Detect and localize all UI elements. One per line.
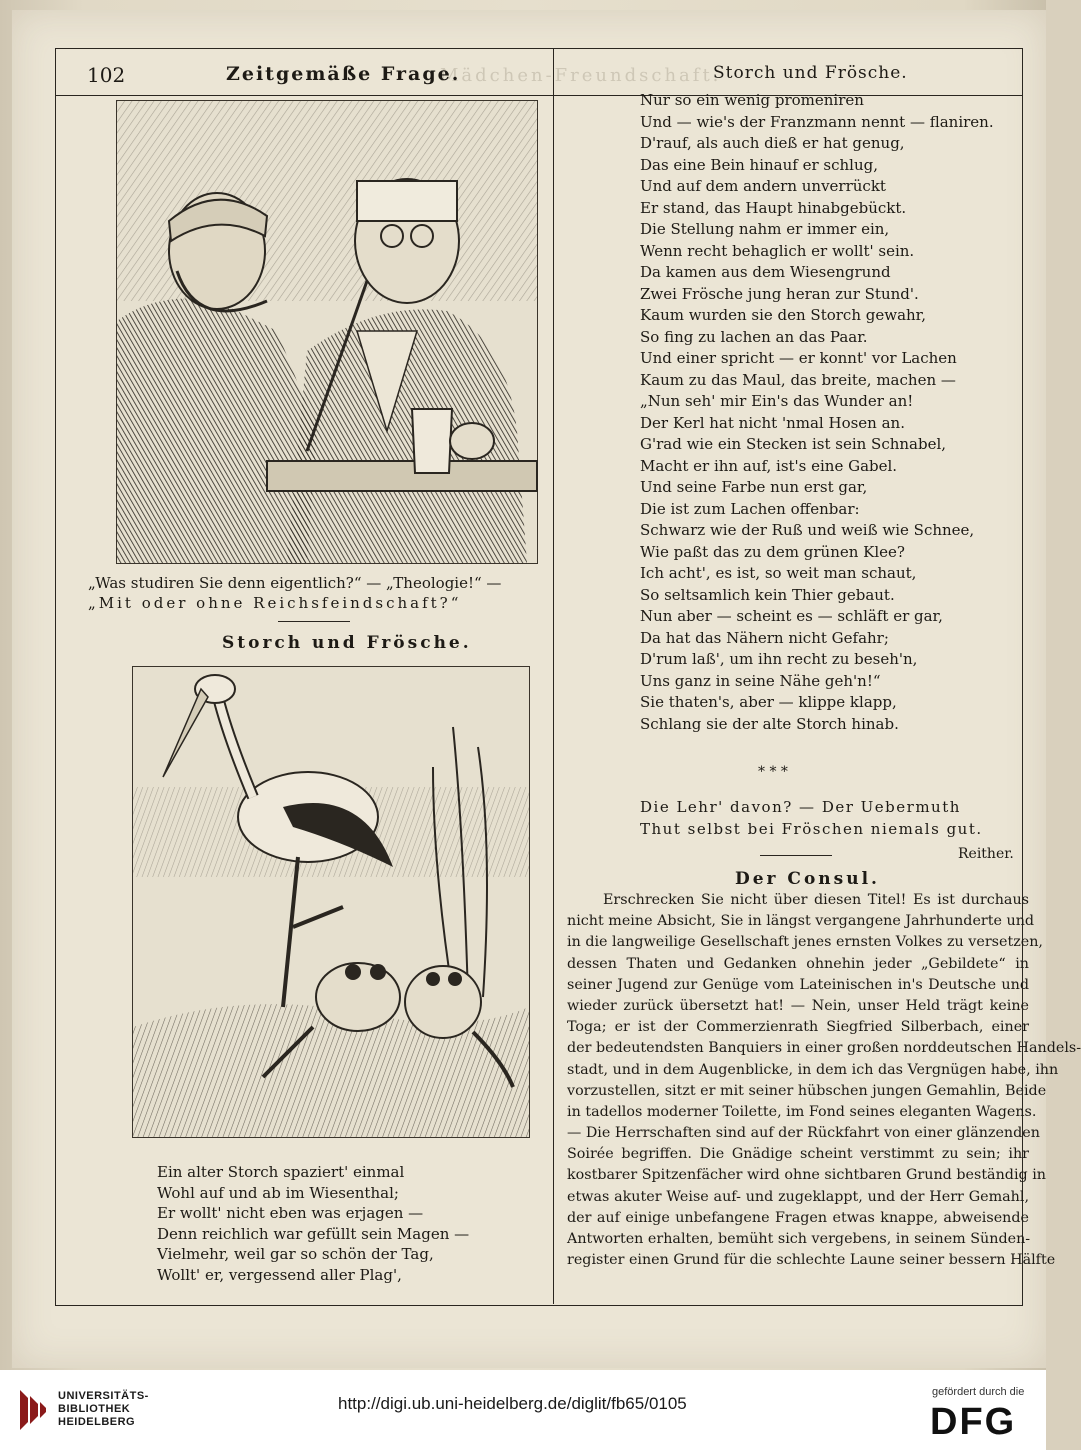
section-divider: [278, 621, 350, 622]
story-line: Antworten erhalten, bemüht sich vergebens, in seinem Sünden-: [567, 1231, 1031, 1247]
library-name-line: UNIVERSITÄTS-: [58, 1390, 149, 1402]
poem-line: So seltsamlich kein Thier gebaut.: [640, 585, 895, 604]
story-line: stadt, und in dem Augenblicke, in dem ich das Vergnügen habe, ihn: [567, 1061, 1059, 1078]
poem-line: Schwarz wie der Ruß und weiß wie Schnee,: [640, 521, 975, 539]
story-line: in tadellos moderner Toilette, im Fond seines eleganten Wagens.: [567, 1103, 1037, 1120]
story-title: Der Consul.: [735, 869, 880, 889]
poem-line: „Nun seh' mir Ein's das Wunder an!: [640, 392, 914, 410]
story-line: Erschrecken Sie nicht über diesen Titel! Es ist durchaus: [603, 892, 1029, 908]
story-line: — Die Herrschaften sind auf der Rückfahrt von einer glänzenden: [567, 1125, 1040, 1142]
story-line: nicht meine Absicht, Sie in längst vergangene Jahrhunderte und: [567, 913, 1035, 930]
poem-line: Sie thaten's, aber — klippe klapp,: [640, 693, 897, 711]
poem-line: Und — wie's der Franzmann nennt — flaniren.: [640, 112, 994, 131]
moral-line: Thut selbst bei Fröschen niemals gut.: [640, 820, 983, 838]
poem-line: Da kamen aus dem Wiesengrund: [640, 263, 891, 281]
illustration-caption-line-2: „Mit oder ohne Reichsfeindschaft?“: [88, 594, 462, 612]
poem-line: Das eine Bein hinauf er schlug,: [640, 155, 878, 174]
left-column-title: Zeitgemäße Frage.: [226, 63, 461, 85]
poem-right-column: [640, 90, 994, 735]
poem-line: Zwei Frösche jung heran zur Stund'.: [640, 284, 919, 303]
poem-line: Wohl auf und ab im Wiesenthal;: [157, 1183, 399, 1202]
poem-moral: [640, 796, 983, 840]
poem-line: Und seine Farbe nun erst gar,: [640, 478, 868, 496]
poem-line: Wie paßt das zu dem grünen Klee?: [640, 542, 905, 561]
story-text: [567, 890, 1081, 1271]
story-line: register einen Grund für die schlechte Laune seiner bessern Hälfte: [567, 1252, 1056, 1269]
viewer-footer: [0, 1370, 1046, 1450]
poem-line: Schlang sie der alte Storch hinab.: [640, 714, 899, 733]
poem-line: Er stand, das Haupt hinabgebückt.: [640, 198, 907, 217]
story-line: wieder zurück übersetzt hat! — Nein, unser Held trägt keine: [567, 997, 1029, 1014]
story-line: vorzustellen, sitzt er mit seiner hübschen jungen Gemahlin, Beide: [567, 1082, 1047, 1099]
column-rule: [553, 48, 554, 1304]
poem-line: Kaum zu das Maul, das breite, machen —: [640, 370, 956, 389]
poem-line: Der Kerl hat nicht 'nmal Hosen an.: [640, 413, 905, 432]
poem-line: Nun aber — scheint es — schläft er gar,: [640, 607, 943, 625]
poem-line: D'rauf, als auch dieß er hat genug,: [640, 134, 905, 152]
moral-line: Die Lehr' davon? — Der Uebermuth: [640, 798, 961, 816]
poem-line: Und auf dem andern unverrückt: [640, 177, 886, 195]
library-name-line: BIBLIOTHEK: [58, 1403, 131, 1415]
poem-line: Die ist zum Lachen offenbar:: [640, 499, 860, 518]
poem-line: Uns ganz in seine Nähe geh'n!“: [640, 671, 881, 690]
poem-line: Kaum wurden sie den Storch gewahr,: [640, 306, 926, 324]
permalink[interactable]: http://digi.ub.uni-heidelberg.de/diglit/fb65/0105: [338, 1394, 687, 1413]
poem-line: Wollt' er, vergessend aller Plag',: [157, 1265, 402, 1284]
story-line: der bedeutendsten Banquiers in einer großen norddeutschen Handels-: [567, 1040, 1081, 1057]
poem-line: Macht er ihn auf, ist's eine Gabel.: [640, 456, 898, 475]
dfg-logo: DFG: [930, 1401, 1017, 1443]
poem-line: G'rad wie ein Stecken ist sein Schnabel,: [640, 435, 947, 453]
university-library-name: [58, 1390, 149, 1429]
poem-author: Reither.: [958, 846, 1014, 862]
story-line: in die langweilige Gesellschaft jenes ernsten Volkes zu versetzen,: [567, 934, 1043, 951]
story-line: der auf einige unbefangene Fragen etwas knappe, abweisende: [567, 1209, 1029, 1226]
illustration-caption-line-1: „Was studiren Sie denn eigentlich?“ — „Theologie!“ —: [88, 574, 502, 592]
story-line: kostbarer Spitzenfächer wird ohne sichtbaren Grund beständig in: [567, 1167, 1046, 1184]
poem-line: Er wollt' nicht eben was erjagen —: [157, 1204, 424, 1223]
students-engraving: [117, 101, 537, 563]
poem-line: Ein alter Storch spaziert' einmal: [157, 1163, 405, 1181]
poem-line: Wenn recht behaglich er wollt' sein.: [640, 241, 915, 260]
poem-line: Vielmehr, weil gar so schön der Tag,: [157, 1245, 434, 1264]
verse-separator: * * *: [758, 764, 788, 780]
library-name-line: HEIDELBERG: [58, 1416, 136, 1428]
story-line: Soirée begriffen. Die Gnädige scheint verstimmt zu sein; ihr: [567, 1146, 1029, 1163]
poem-line: Denn reichlich war gefüllt sein Magen —: [157, 1224, 470, 1243]
poem-line: Die Stellung nahm er immer ein,: [640, 220, 890, 238]
university-library-logo-icon: [16, 1388, 50, 1432]
poem-title: Storch und Frösche.: [222, 633, 472, 653]
stork-illustration: [132, 666, 530, 1138]
bleed-through-title: Mädchen-Freundschaft.: [440, 65, 722, 86]
students-illustration: [116, 100, 538, 564]
funding-note: gefördert durch die: [932, 1386, 1025, 1398]
poem-left-column: [157, 1162, 469, 1286]
section-divider: [760, 855, 832, 856]
poem-line: Ich acht', es ist, so weit man schaut,: [640, 564, 917, 582]
story-line: etwas akuter Weise auf- und zugeklappt, und der Herr Gemahl,: [567, 1188, 1029, 1205]
story-line: seiner Jugend zur Genüge vom Lateinischen in's Deutsche und: [567, 976, 1029, 993]
stork-engraving: [133, 667, 529, 1137]
poem-line: Und einer spricht — er konnt' vor Lachen: [640, 349, 957, 367]
poem-line: Da hat das Nähern nicht Gefahr;: [640, 628, 889, 647]
poem-line: D'rum laß', um ihn recht zu beseh'n,: [640, 650, 918, 668]
story-line: Toga; er ist der Commerzienrath Siegfried Silberbach, einer: [567, 1019, 1029, 1036]
running-head-right: Storch und Frösche.: [713, 63, 908, 83]
poem-line: Nur so ein wenig promeniren: [640, 91, 864, 109]
poem-line: So fing zu lachen an das Paar.: [640, 327, 868, 346]
story-line: dessen Thaten und Gedanken ohnehin jeder „Gebildete“ in: [567, 955, 1029, 972]
page-number: 102: [87, 63, 126, 87]
